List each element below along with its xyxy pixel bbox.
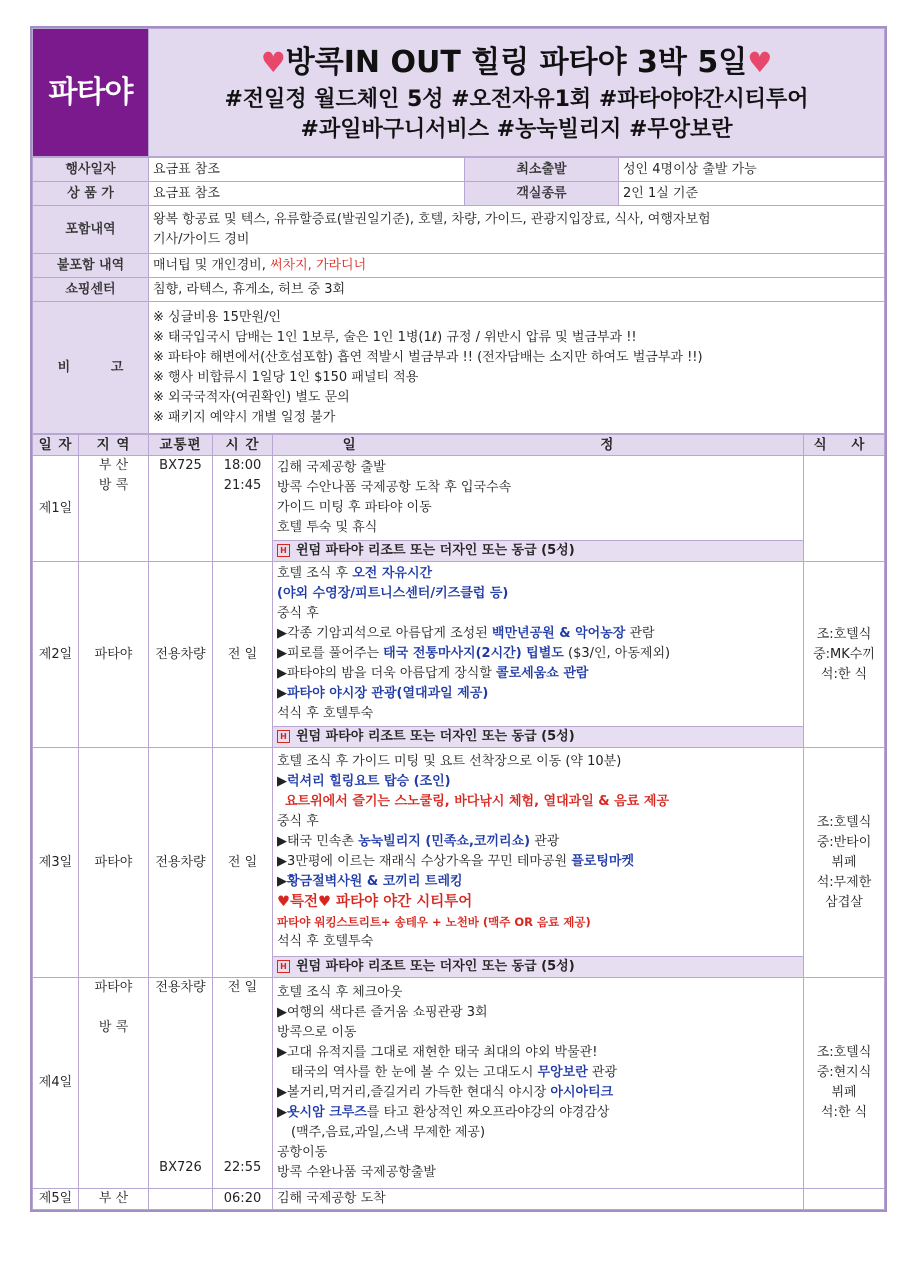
hotel-icon: H [277, 730, 290, 743]
day3-schedule: 호텔 조식 후 가이드 미팅 및 요트 선착장으로 이동 (약 10분) ▶럭셔리 힐링요트 탑승 (조인) 요트위에서 즐기는 스노쿨링, 바다낚시 체험, 열대과일 & 음료 제공 중식 후 ▶태국 민속촌 농눅빌리지 (민족쇼,코끼리쇼) 관광 ▶3만평에 이르는 재래식 수상가옥을 꾸민 테마공원 플로팅마켓 ▶황금절벽사원 & 코끼리 트레킹 ♥특전♥ 파타야 야간 시티투어 파타야 워킹스트리트+ 송테우 + 노천바 (맥주 OR 음료 제공) 석식 후 호텔투숙 [273, 748, 804, 957]
day1-meal [804, 456, 885, 562]
day3-hotel: H 윈덤 파타야 리조트 또는 더자인 또는 동급 (5성) [273, 957, 804, 978]
day2-meal: 조:호텔식 중:MK수끼 석:한 식 [804, 562, 885, 748]
min-departure-value: 성인 4명이상 출발 가능 [619, 158, 885, 182]
excluded-value: 매너팁 및 개인경비, 써차지, 가라디너 [149, 254, 885, 278]
day4-transport: 전용차량 BX726 [149, 978, 213, 1189]
date-label: 행사일자 [33, 158, 149, 182]
day2-transport: 전용차량 [149, 562, 213, 748]
day3-meal: 조:호텔식 중:반타이 뷔페 석:무제한 삼겹살 [804, 748, 885, 978]
excluded-label: 불포함 내역 [33, 254, 149, 278]
info-table [32, 157, 885, 434]
main-title: ♥방콕IN OUT 힐링 파타야 3박 5일♥ [260, 44, 773, 80]
header-time: 시 간 [213, 435, 273, 456]
day4-meal: 조:호텔식 중:현지식 뷔페 석:한 식 [804, 978, 885, 1189]
day2-label: 제2일 [33, 562, 79, 748]
day4-label: 제4일 [33, 978, 79, 1189]
notes-list [149, 302, 885, 434]
day4-schedule: 호텔 조식 후 체크아웃 ▶여행의 색다른 즐거움 쇼핑관광 3회 방콕으로 이동 ▶고대 유적지를 그대로 재현한 태국 최대의 야외 박물관! 태국의 역사를 한 눈에 볼 수 있는 고대도시 무앙보란 관광 ▶볼거리,먹거리,즐길거리 가득한 현대식 야시장 아시아티크 ▶욧시암 크루즈를 타고 환상적인 짜오프라야강의 야경감상 (맥주,음료,과일,스낵 무제한 제공) 공항이동 방콕 수완나품 국제공항출발 [273, 978, 804, 1189]
day1-region: 부 산 방 콕 [79, 456, 149, 562]
shopping-value: 침향, 라텍스, 휴게소, 허브 중 3회 [149, 278, 885, 302]
day4-region: 파타야 방 콕 [79, 978, 149, 1189]
note-item: ※ 태국입국시 담배는 1인 1보루, 술은 1인 1병(1ℓ) 규정 / 위반시 압류 및 벌금부과 !! [153, 329, 637, 345]
shopping-label: 쇼핑센터 [33, 278, 149, 302]
title-block [149, 29, 885, 157]
brand-badge: 파타야 [33, 29, 149, 157]
header-schedule: 일 정 [273, 435, 804, 456]
day1-row [33, 456, 885, 541]
header-day: 일 자 [33, 435, 79, 456]
day2-region: 파타야 [79, 562, 149, 748]
notes-label: 비 고 [33, 302, 149, 434]
included-label: 포함내역 [33, 206, 149, 254]
day1-hotel: H 윈덤 파타야 리조트 또는 더자인 또는 동급 (5성) [273, 541, 804, 562]
note-item: ※ 패키지 예약시 개별 일정 불가 [153, 409, 336, 425]
day3-region: 파타야 [79, 748, 149, 978]
day2-hotel: H 윈덤 파타야 리조트 또는 더자인 또는 동급 (5성) [273, 727, 804, 748]
itinerary-sheet [30, 26, 887, 1212]
day3-time: 전 일 [213, 748, 273, 978]
day1-time: 18:00 21:45 [213, 456, 273, 562]
day1-label: 제1일 [33, 456, 79, 562]
room-type-label: 객실종류 [465, 182, 619, 206]
hashtags-line-1: #전일정 월드체인 5성 #오전자유1회 #파타야야간시티투어 [224, 86, 809, 112]
day4-row [33, 978, 885, 1189]
date-value: 요금표 참조 [149, 158, 465, 182]
schedule-table [32, 434, 885, 1210]
day5-region: 부 산 [79, 1189, 149, 1210]
price-value: 요금표 참조 [149, 182, 465, 206]
heart-icon: ♥ [260, 45, 286, 79]
day5-meal [804, 1189, 885, 1210]
day2-schedule: 호텔 조식 후 오전 자유시간 (야외 수영장/피트니스센터/키즈클럽 등) 중식 후 ▶각종 기암괴석으로 아름답게 조성된 백만년공원 & 악어농장 관람 ▶피로를 풀어주는 태국 전통마사지(2시간) 팁별도 ($3/인, 아동제외) ▶파타야의 밤을 더욱 아름답게 장식할 콜로세움쇼 관람 ▶파타야 야시장 관광(열대과일 제공) 석식 후 호텔투숙 [273, 562, 804, 727]
day5-label: 제5일 [33, 1189, 79, 1210]
heart-icon: ♥ [747, 45, 773, 79]
day5-transport [149, 1189, 213, 1210]
day1-transport: BX725 [149, 456, 213, 562]
day5-row [33, 1189, 885, 1210]
day1-schedule: 김해 국제공항 출발 방콕 수안나폼 국제공항 도착 후 입국수속 가이드 미팅 후 파타야 이동 호텔 투숙 및 휴식 [273, 456, 804, 541]
hashtags-line-2: #과일바구니서비스 #농눅빌리지 #무앙보란 [300, 116, 733, 142]
note-item: ※ 행사 비합류시 1일당 1인 $150 패널티 적용 [153, 369, 419, 385]
day5-schedule: 김해 국제공항 도착 [273, 1189, 804, 1210]
room-type-value: 2인 1실 기준 [619, 182, 885, 206]
day3-row [33, 748, 885, 957]
header-transport: 교통편 [149, 435, 213, 456]
price-label: 상 품 가 [33, 182, 149, 206]
day5-time: 06:20 [213, 1189, 273, 1210]
min-departure-label: 최소출발 [465, 158, 619, 182]
note-item: ※ 외국국적자(여권확인) 별도 문의 [153, 389, 350, 405]
note-item: ※ 파타야 해변에서(산호섬포함) 흡연 적발시 벌금부과 !! (전자담배는 소지만 하여도 벌금부과 !!) [153, 349, 703, 365]
note-item: ※ 싱글비용 15만원/인 [153, 309, 281, 325]
day3-transport: 전용차량 [149, 748, 213, 978]
included-value: 왕복 항공료 및 텍스, 유류할증료(발권일기준), 호텔, 차량, 가이드, 관광지입장료, 식사, 여행자보험 기사/가이드 경비 [149, 206, 885, 254]
hotel-icon: H [277, 544, 290, 557]
day4-time: 전 일 22:55 [213, 978, 273, 1189]
header-meal: 식 사 [804, 435, 885, 456]
day2-row [33, 562, 885, 727]
day3-label: 제3일 [33, 748, 79, 978]
day2-time: 전 일 [213, 562, 273, 748]
header-region: 지 역 [79, 435, 149, 456]
hotel-icon: H [277, 960, 290, 973]
title-table [32, 28, 885, 157]
